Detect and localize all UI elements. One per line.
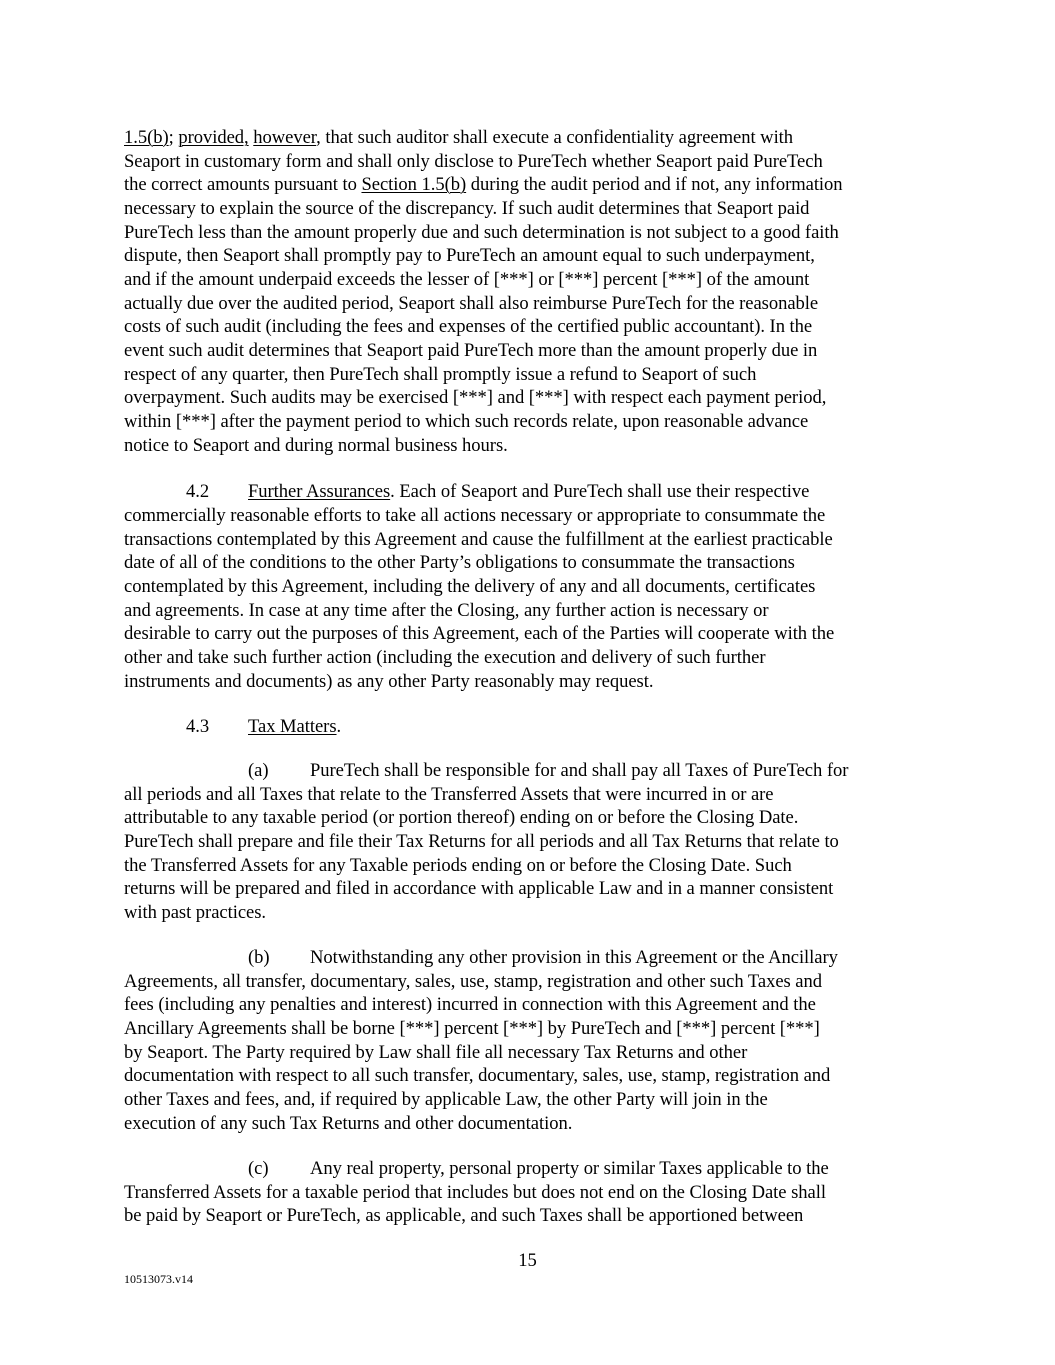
subsection-text: Any real property, personal property or similar Taxes applicable to the [310, 1158, 829, 1179]
text-run: Seaport in customary form and shall only disclose to PureTech whether Seaport paid PureTech [124, 151, 823, 172]
page-number: 15 [518, 1250, 537, 1271]
paragraph-line [124, 292, 818, 316]
paragraph-line: date of all of the conditions to the other Party’s obligations to consummate the transactions [124, 552, 795, 573]
subsection-text: PureTech shall be responsible for and shall pay all Taxes of PureTech for [310, 760, 849, 781]
paragraph-line: commercially reasonable efforts to take all actions necessary or appropriate to consummate the [124, 505, 826, 526]
paragraph-line [124, 268, 809, 292]
paragraph-line: other and take such further action (including the execution and delivery of such further [124, 647, 766, 668]
text-run: and if the amount underpaid exceeds the lesser of [***] or [***] percent [***] of the amount [124, 269, 810, 290]
subsection-label: (c) [248, 1158, 269, 1179]
text-run: event such audit determines that Seaport paid PureTech more than the amount properly due in [124, 340, 818, 361]
document-id: 10513073.v14 [124, 1272, 193, 1286]
text-run: actually due over the audited period, Seaport shall also reimburse PureTech for the reasonable [124, 293, 819, 314]
paragraph-line: execution of any such Tax Returns and other documentation. [124, 1113, 573, 1134]
paragraph-line: desirable to carry out the purposes of this Agreement, each of the Parties will cooperate with the [124, 623, 835, 644]
text-run: costs of such audit (including the fees and expenses of the certified public accountant). In the [124, 316, 813, 337]
paragraph-line: contemplated by this Agreement, including the delivery of any and all documents, certificates [124, 576, 816, 597]
paragraph-line [124, 221, 839, 245]
section-4-3-heading-line [186, 715, 341, 739]
cross-reference: provided, [178, 127, 249, 148]
paragraph-line: by Seaport. The Party required by Law shall file all necessary Tax Returns and other [124, 1042, 748, 1063]
paragraph-line [124, 150, 823, 174]
paragraph-line: fees (including any penalties and interest) incurred in connection with this Agreement and the [124, 994, 816, 1015]
paragraph-line [124, 244, 815, 268]
paragraph-line [124, 197, 809, 221]
section-number: 4.3 [186, 716, 210, 737]
paragraph-line [124, 363, 756, 387]
text-run: the correct amounts pursuant to [124, 174, 362, 195]
paragraph-line: PureTech shall prepare and file their Tax Returns for all periods and all Tax Returns that relate to [124, 831, 839, 852]
text-run: PureTech less than the amount properly due and such determination is not subject to a good faith [124, 222, 839, 243]
paragraph-line: other Taxes and fees, and, if required by applicable Law, the other Party will join in the [124, 1089, 768, 1110]
text-run: ; [168, 127, 179, 148]
paragraph-line [124, 315, 812, 339]
cross-reference: 1.5(b) [124, 127, 169, 148]
subsection-text: Notwithstanding any other provision in this Agreement or the Ancillary [310, 947, 838, 968]
section-number: 4.2 [186, 481, 210, 502]
text-run: during the audit period and if not, any information [466, 174, 843, 195]
cross-reference: Section 1.5(b) [361, 174, 467, 195]
paragraph-line: Transferred Assets for a taxable period that includes but does not end on the Closing Date shall [124, 1182, 826, 1203]
paragraph-line: returns will be prepared and filed in accordance with applicable Law and in a manner consistent [124, 878, 834, 899]
paragraph-line [124, 126, 793, 150]
subsection-label: (a) [248, 760, 269, 781]
section-text: . Each of Seaport and PureTech shall use their respective [390, 481, 810, 502]
text-run: notice to Seaport and during normal business hours. [124, 435, 508, 456]
section-4-2-first-line [186, 480, 809, 504]
text-run: respect of any quarter, then PureTech shall promptly issue a refund to Seaport of such [124, 364, 757, 385]
paragraph-line: documentation with respect to all such transfer, documentary, sales, use, stamp, registration and [124, 1065, 831, 1086]
section-heading: Further Assurances [248, 481, 391, 502]
subsection-a-first-line [248, 759, 848, 783]
paragraph-line: instruments and documents) as any other Party reasonably may request. [124, 671, 654, 692]
paragraph-line [124, 410, 808, 434]
text-run: , that such auditor shall execute a confidentiality agreement with [316, 127, 794, 148]
text-run: within [***] after the payment period to which such records relate, upon reasonable advance [124, 411, 809, 432]
paragraph-line: and agreements. In case at any time after the Closing, any further action is necessary or [124, 600, 769, 621]
paragraph-line [124, 339, 817, 363]
section-heading: Tax Matters [248, 716, 337, 737]
subsection-label: (b) [248, 947, 270, 968]
paragraph-line: Ancillary Agreements shall be borne [***] percent [***] by PureTech and [***] percent [***] [124, 1018, 820, 1039]
paragraph-line [124, 434, 508, 458]
paragraph-line: transactions contemplated by this Agreement and cause the fulfillment at the earliest practicable [124, 529, 833, 550]
paragraph-line [124, 173, 843, 197]
text-run: overpayment. Such audits may be exercised [***] and [***] with respect each payment period, [124, 387, 827, 408]
paragraph-line: the Transferred Assets for any Taxable periods ending on or before the Closing Date. Such [124, 855, 792, 876]
subsection-c-first-line [248, 1157, 829, 1181]
paragraph-line: Agreements, all transfer, documentary, sales, use, stamp, registration and other such Taxes and [124, 971, 822, 992]
paragraph-line: attributable to any taxable period (or portion thereof) ending on or before the Closing Date. [124, 807, 799, 828]
text-run: dispute, then Seaport shall promptly pay to PureTech an amount equal to such underpayment, [124, 245, 815, 266]
subsection-b-first-line [248, 946, 838, 970]
paragraph-line: with past practices. [124, 902, 267, 923]
paragraph-line: all periods and all Taxes that relate to the Transferred Assets that were incurred in or are [124, 784, 774, 805]
paragraph-line [124, 386, 826, 410]
heading-suffix: . [336, 716, 342, 737]
text-run: necessary to explain the source of the discrepancy. If such audit determines that Seaport paid [124, 198, 810, 219]
paragraph-line: be paid by Seaport or PureTech, as applicable, and such Taxes shall be apportioned between [124, 1205, 804, 1226]
cross-reference: however [253, 127, 317, 148]
